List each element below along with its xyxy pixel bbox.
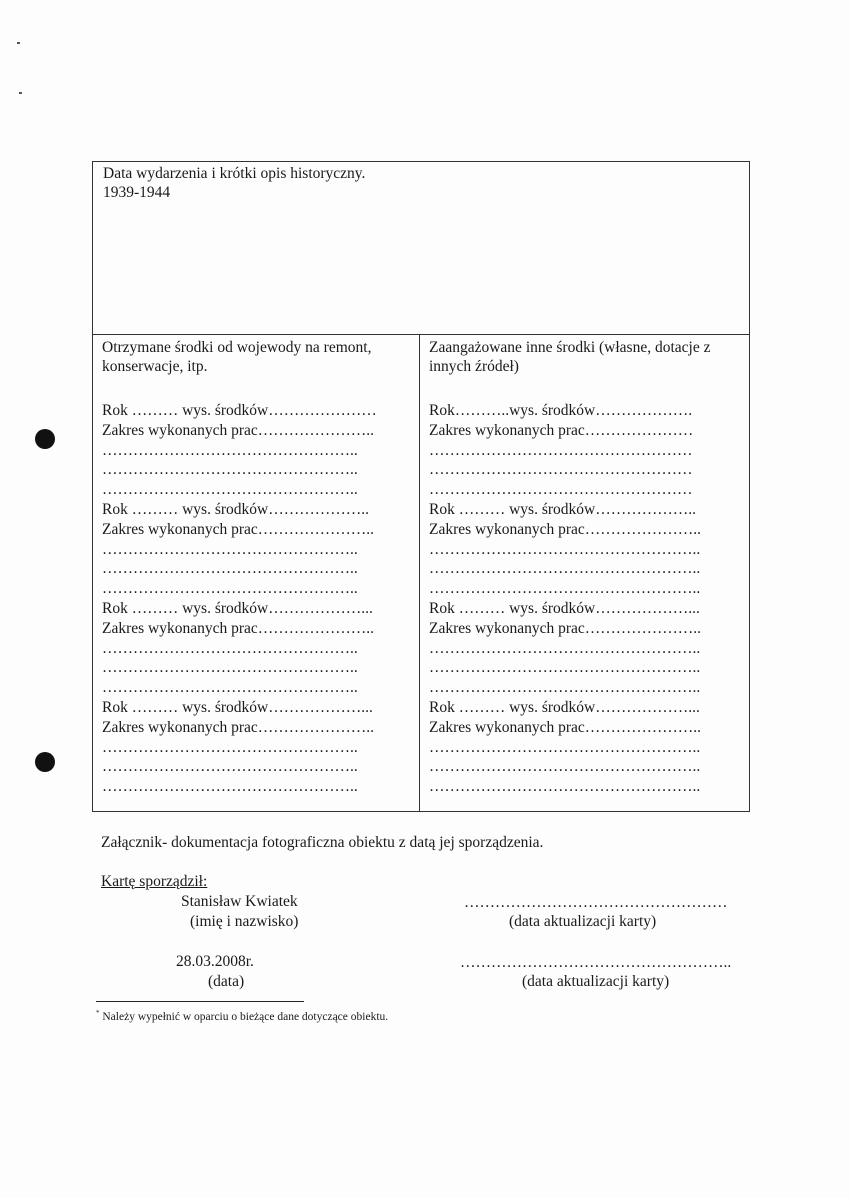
- scan-speck: [19, 92, 22, 94]
- blank-line: …………………………………………..: [102, 461, 358, 479]
- voivode-funds-entry: [102, 599, 419, 698]
- blank-line: ……………………………………………..: [429, 679, 701, 697]
- punch-hole-top: [35, 429, 55, 449]
- footnote-text: Należy wypełnić w oparciu o bieżące dane dotyczące obiektu.: [102, 1011, 389, 1023]
- footnote-divider: [96, 1001, 304, 1002]
- preparer-name-caption: (imię i nazwisko): [190, 913, 299, 930]
- blank-line: …………………………………………..: [102, 481, 358, 499]
- year-amount-line: Rok ……… wys. środków…………………: [102, 402, 377, 419]
- punch-hole-bottom: [35, 752, 55, 772]
- voivode-funds-entry: [102, 401, 419, 500]
- blank-line: …………………………………………..: [102, 580, 358, 598]
- blank-line: …………………………………………..: [102, 540, 358, 558]
- other-funds-entry: [429, 698, 749, 797]
- work-scope-line: Zakres wykonanych prac…………………: [429, 421, 694, 439]
- blank-line: …………………………………………..: [102, 639, 358, 657]
- scan-speck: [17, 42, 20, 44]
- voivode-funds-entry: [102, 500, 419, 599]
- blank-line: …………………………………………..: [102, 758, 358, 776]
- year-amount-line: Rok………..wys. środków……………….: [429, 402, 693, 419]
- blank-line: ……………………………………………..: [429, 738, 701, 756]
- update-date-caption: (data aktualizacji karty): [509, 913, 657, 930]
- year-amount-line: Rok ……… wys. środków………………...: [429, 698, 700, 716]
- prepared-by-label: Kartę sporządził:: [101, 873, 208, 890]
- year-amount-line: Rok ……… wys. środków………………..: [102, 500, 369, 518]
- voivode-funds-entry: [102, 698, 419, 797]
- blank-line: ……………………………………………: [429, 441, 693, 459]
- blank-line: ……………………………………………..: [429, 639, 701, 657]
- footnote-marker: *: [96, 1009, 100, 1017]
- blank-line: ……………………………………………..: [429, 778, 701, 796]
- blank-line: …………………………………………..: [102, 659, 358, 677]
- work-scope-line: Zakres wykonanych prac…………………..: [102, 421, 375, 439]
- other-funds-entry: [429, 500, 749, 599]
- other-funds-entry: [429, 599, 749, 698]
- update-date-line: ……………………………………………: [464, 894, 728, 911]
- blank-line: ……………………………………………: [429, 461, 693, 479]
- work-scope-line: Zakres wykonanych prac…………………..: [102, 718, 375, 736]
- year-amount-line: Rok ……… wys. środków………………..: [429, 500, 696, 518]
- footnote: [96, 1011, 388, 1023]
- prepared-date: 28.03.2008r.: [176, 953, 254, 970]
- work-scope-line: Zakres wykonanych prac…………………..: [429, 718, 702, 736]
- work-scope-line: Zakres wykonanych prac…………………..: [429, 520, 702, 538]
- other-funds-header: Zaangażowane inne środki (własne, dotacje z innych źródeł): [429, 339, 711, 375]
- work-scope-line: Zakres wykonanych prac…………………..: [102, 520, 375, 538]
- blank-line: …………………………………………..: [102, 679, 358, 697]
- blank-line: …………………………………………..: [102, 738, 358, 756]
- year-amount-line: Rok ……… wys. środków………………...: [102, 698, 373, 716]
- history-cell: [93, 162, 749, 335]
- blank-line: …………………………………………..: [102, 560, 358, 578]
- update-date-line: ……………………………………………..: [460, 954, 732, 971]
- blank-line: ……………………………………………: [429, 481, 693, 499]
- history-value: 1939-1944: [103, 184, 171, 201]
- year-amount-line: Rok ……… wys. środków………………...: [102, 599, 373, 617]
- blank-line: ……………………………………………..: [429, 580, 701, 598]
- year-amount-line: Rok ……… wys. środków………………...: [429, 599, 700, 617]
- history-funds-table: [92, 161, 750, 812]
- blank-line: …………………………………………..: [102, 778, 358, 796]
- attachment-note: Załącznik- dokumentacja fotograficzna obiektu z datą jej sporządzenia.: [101, 834, 544, 851]
- update-date-caption: (data aktualizacji karty): [522, 973, 670, 990]
- preparer-name: Stanisław Kwiatek: [181, 893, 298, 910]
- blank-line: ……………………………………………..: [429, 758, 701, 776]
- other-funds-entry: [429, 401, 749, 500]
- work-scope-line: Zakres wykonanych prac…………………..: [429, 619, 702, 637]
- blank-line: ……………………………………………..: [429, 560, 701, 578]
- work-scope-line: Zakres wykonanych prac…………………..: [102, 619, 375, 637]
- voivode-funds-header: Otrzymane środki od wojewody na remont, konserwacje, itp.: [102, 339, 372, 375]
- voivode-funds-column: [93, 335, 420, 811]
- prepared-date-caption: (data): [208, 973, 245, 990]
- history-label: Data wydarzenia i krótki opis historyczny.: [103, 165, 366, 182]
- blank-line: ……………………………………………..: [429, 540, 701, 558]
- other-funds-column: [420, 335, 749, 811]
- blank-line: …………………………………………..: [102, 441, 358, 459]
- blank-line: ……………………………………………..: [429, 659, 701, 677]
